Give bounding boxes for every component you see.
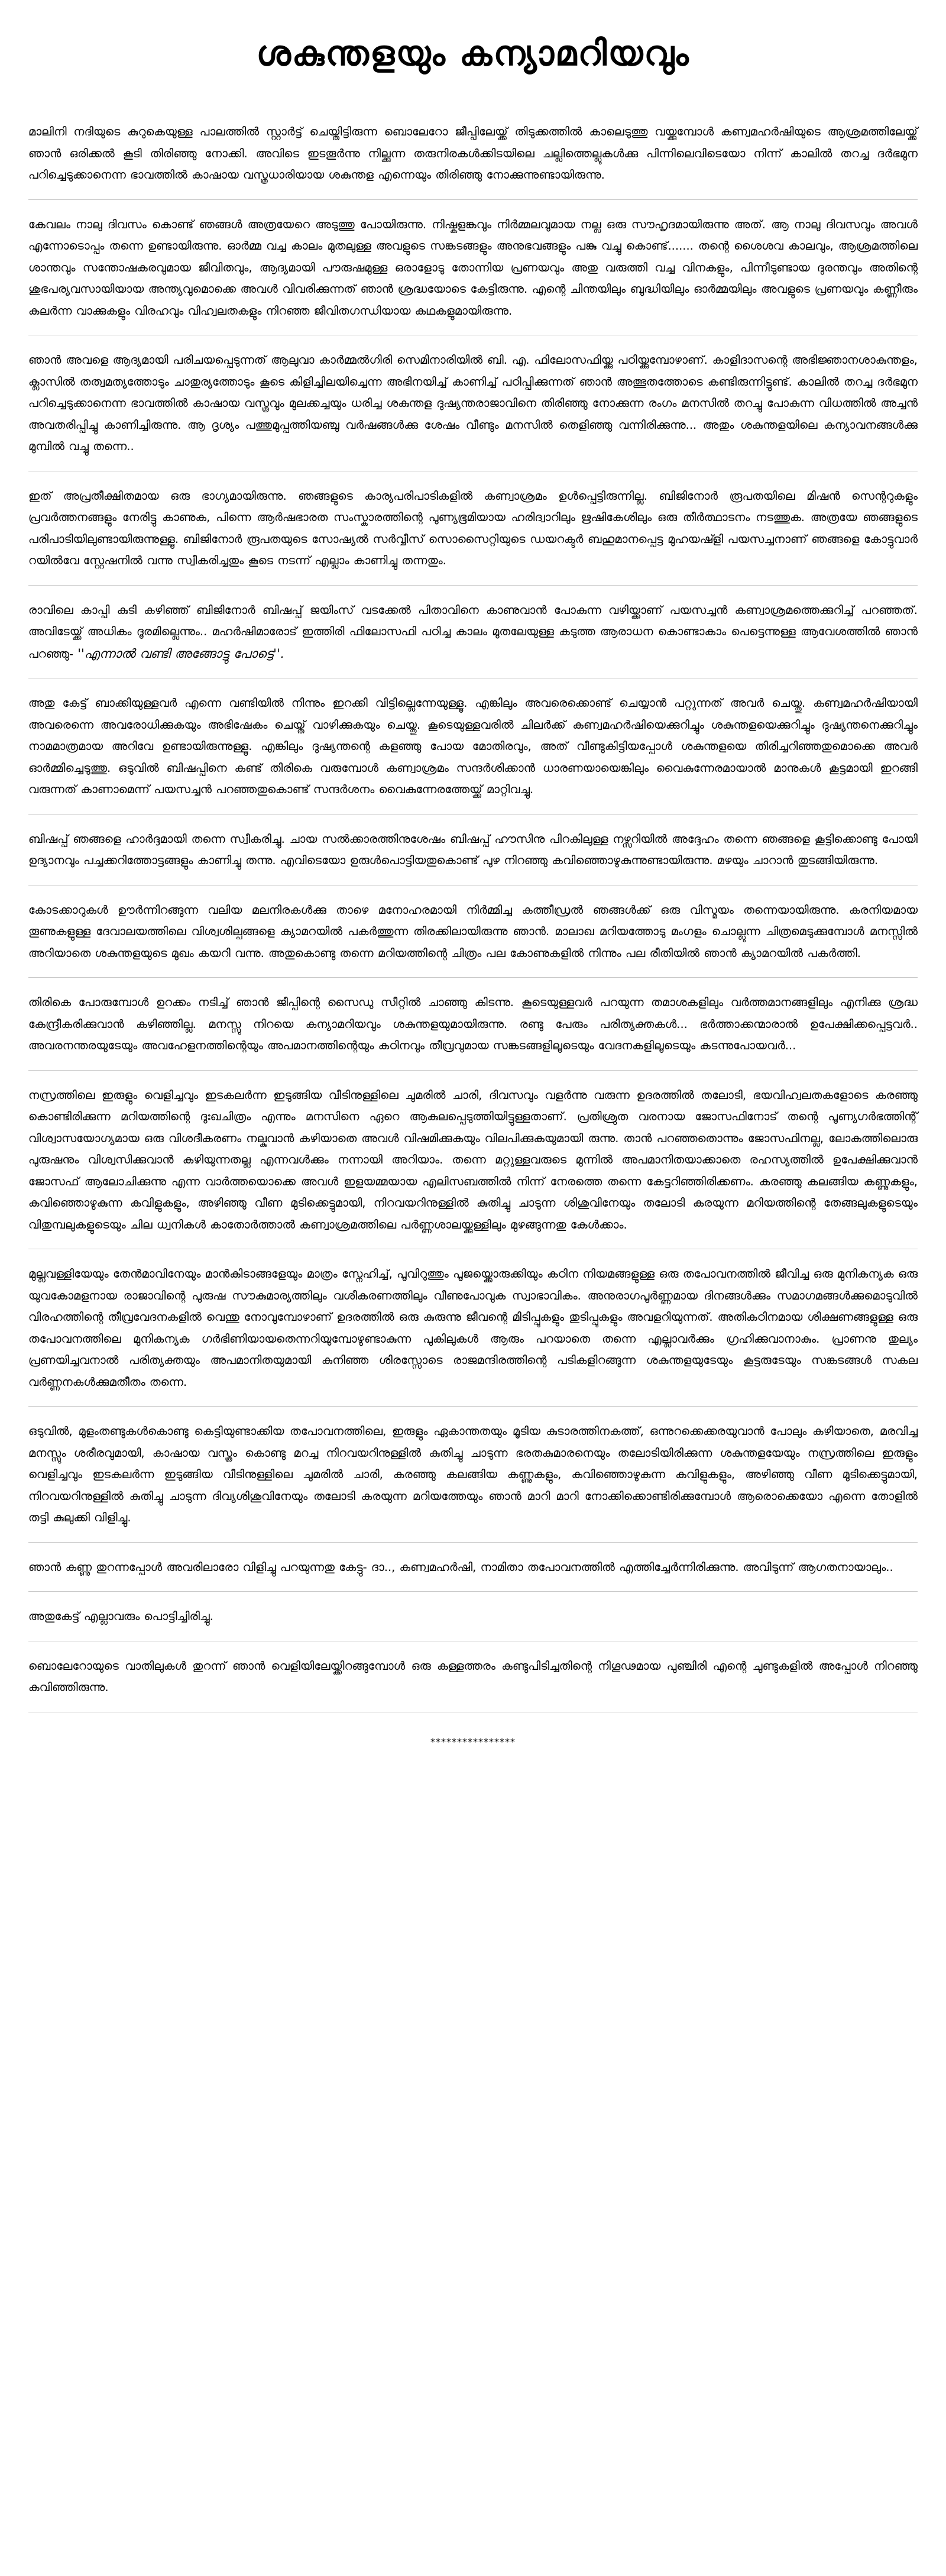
paragraph-9: തിരികെ പോരുമ്പോൾ ഉറക്കം നടിച്ച് ഞാൻ ജീപ്പിന്റെ സൈഡു സീറ്റിൽ ചാഞ്ഞു കിടന്നു. കൂടെയുള്ളവർ പറയുന്ന തമാശകളിലും വർത്തമാനങ്ങളിലും എനിക്കു ശ്രദ്ധ കേന്ദ്രീകരിക്കുവാൻ കഴിഞ്ഞില്ല. മനസ്സു നിറയെ കന്യാമറിയവും ശകുന്തളയുമായിരുന്നു. രണ്ടു പേരും പരിത്യക്തകൾ... ഭർത്താക്കന്മാരാൽ ഉപേക്ഷിക്കപ്പെട്ടവർ.. അവരനന്തരയുടേയും അവഹേളനത്തിന്റെയും അപമാനത്തിന്റെയും കഠിനവും തീവ്രവുമായ സങ്കടങ്ങളിലൂടെയും വേദനകളിലൂടെയും കടന്നുപോയവർ... [28, 996, 918, 1052]
paragraph-14: അതുകേട്ട് എല്ലാവരും പൊട്ടിച്ചിരിച്ചു. [28, 1609, 213, 1623]
paragraph-10: നസ്രത്തിലെ ഇരുളും വെളിച്ചവും ഇടകലർന്ന ഇടുങ്ങിയ വീടിനുള്ളിലെ ചുമരിൽ ചാരി, ദിവസവും വളർന്നു വരുന്ന ഉദരത്തിൽ തലോടി, ഭയവിഹ്വലതകളോടെ കരഞ്ഞു കൊണ്ടിരിക്കുന്ന മറിയത്തിന്റെ ദുഃഖചിത്രം എന്നും മനസിനെ ഏറെ ആകുലപ്പെടുത്തിയിട്ടുള്ളതാണ്. പ്രതിശ്രുത വരനായ ജോസഫിനോട് തന്റെ പൂണ്യഗർഭത്തിന്റ് വിശ്വാസയോഗ്യമായ ഒരു വിശദീകരണം നല്കുവാൻ കഴിയാതെ അവൾ വിഷമിക്കുകയും വിലപിക്കുകയുമായി രുന്നു. താൻ പറഞ്ഞതൊന്നും ജോസഫിനല്ല, ലോകത്തിലൊരു പുരുഷനും വിശ്വസിക്കുവാൻ കഴിയുന്നതല്ല എന്നവൾക്കും നന്നായി അറിയാം. തന്നെ മറ്റുള്ളവരുടെ മുന്നിൽ അപമാനിതയാക്കാതെ രഹസ്യത്തിൽ ഉപേക്ഷിക്കുവാൻ ജോസഫ് ആലോചിക്കുന്നു എന്ന വാർത്തയൊക്കെ അവൾ ഇളയമ്മയായ എലിസബത്തിൽ നിന്ന് നേരത്തെ തന്നെ കേട്ടറിഞ്ഞിരിക്കണം. കരഞ്ഞു കലങ്ങിയ കണ്ണുകളും, കവിഞ്ഞൊഴുകുന്ന കവിളുകളും, അഴിഞ്ഞു വീണ മുടിക്കെട്ടുമായി, നിറവയറിനുള്ളിൽ കുതിച്ചു ചാടുന്ന ശിശുവിനേയും തലോടി കരയുന്ന മറിയത്തിന്റെ തേങ്ങലുകളുടെയും വിതുമ്പലുകളുടെയും ചില ധ്വനികൾ കാതോർത്താൽ കണ്വാശ്രമത്തിലെ പർണ്ണശാലയ്ക്കുള്ളിലും മുഴങ്ങുന്നതു കേൾക്കാം. [28, 1088, 918, 1232]
article-title: ശകുന്തളയും കന്യാമറിയവും [256, 33, 690, 73]
paragraph-7: ബിഷപ്പ് ഞങ്ങളെ ഹാർദ്ദമായി തന്നെ സ്വീകരിച്ചു. ചായ സൽക്കാരത്തിനുശേഷം ബിഷപ്പ് ഹൗസിനു പിറകിലുള്ള നഴ്സറിയിൽ അദ്ദേഹം തന്നെ ഞങ്ങളെ കൂട്ടിക്കൊണ്ടു പോയി ഉദ്യാനവും പച്ചക്കറിത്തോട്ടങ്ങളും കാണിച്ചു തന്നു. എവിടെയോ ഉരുൾപൊട്ടിയതുകൊണ്ട് പുഴ നിറഞ്ഞു കവിഞ്ഞൊഴുകുന്നുണ്ടായിരുന്നു. മഴയും ചാറാൻ തുടങ്ങിയിരുന്നു. [28, 832, 918, 867]
quoted-speech: ''എന്നാൽ വണ്ടി അങ്ങോട്ടു പോട്ടെ''. [77, 646, 284, 661]
paragraph-2: കേവലം നാലു ദിവസം കൊണ്ട് ഞങ്ങൾ അത്രയേറെ അടുത്തു പോയിരുന്നു. നിഷ്കളങ്കവും നിർമ്മലവുമായ നല്ല ഒരു സൗഹൃദമായിരുന്നു അത്. ആ നാലു ദിവസവും അവൾ എന്നോടൊപ്പം തന്നെ ഉണ്ടായിരുന്നു. ഓർമ്മ വച്ച കാലം മുതലുള്ള അവളുടെ സങ്കടങ്ങളും അനുഭവങ്ങളും പങ്കു വച്ചു കൊണ്ട്....... തന്റെ ശൈശവ കാലവും, ആശ്രമത്തിലെ ശാന്തവും സന്തോഷകരവുമായ ജീവിതവും, ആദ്യമായി പൗരുഷമുള്ള ഒരാളോടു തോന്നിയ പ്രണയവും അതു വരുത്തി വച്ച വിനകളും, പിന്നീടുണ്ടായ ദുരന്തവും അതിന്റെ ശുഭപര്യവസായിയായ അന്ത്യവുമൊക്കെ അവൾ വിവരിക്കുന്നത് ഞാൻ ശ്രദ്ധയോടെ കേട്ടിരുന്നു. എന്റെ ചിന്തയിലും ബുദ്ധിയിലും ഓർമ്മയിലും അവളുടെ പ്രണയവും കണ്ണീരും കലർന്ന വാക്കുകളും വിരഹവും വിഹ്വലതകളും നിറഞ്ഞ ജീവിതഗന്ധിയായ കഥകളുമായിരുന്നു. [28, 217, 918, 318]
paragraph-divider [28, 1591, 918, 1592]
paragraph-divider [28, 585, 918, 586]
paragraph-divider [28, 814, 918, 815]
paragraph-12: ഒടുവിൽ, മുളംതണ്ടുകൾകൊണ്ടു കെട്ടിയുണ്ടാക്കിയ തപോവനത്തിലെ, ഇരുളും ഏകാന്തതയും മൂടിയ കുടാരത്തിനകത്ത്, ഒന്നുറക്കെക്കരയുവാൻ പോലും കഴിയാതെ, മരവിച്ച മനസ്സും ശരീരവുമായി, കാഷായ വസ്ത്രം കൊണ്ടു മറച്ച നിറവയറിനുള്ളിൽ കുതിച്ചു ചാടുന്ന ഭരതകുമാരനെയും തലോടിയിരിക്കുന്ന ശകുന്തളയേയും നസ്രത്തിലെ ഇരുളും വെളിച്ചവും ഇടകലർന്ന ഇടുങ്ങിയ വീടിനുള്ളിലെ ചുമരിൽ ചാരി, കരഞ്ഞു കലങ്ങിയ കണ്ണുകളും, കവിഞ്ഞൊഴുകുന്ന കവിളുകളും, അഴിഞ്ഞു വീണ മുടിക്കെട്ടുമായി, നിറവയറിനുള്ളിൽ കുതിച്ചു ചാടുന്ന ദിവ്യശിശുവിനേയും തലോടി കരയുന്ന മറിയത്തേയും ഞാൻ മാറി മാറി നോക്കിക്കൊണ്ടിരിക്കുമ്പോൾ ആരൊക്കെയോ എന്നെ തോളിൽ തട്ടി കുലുക്കി വിളിച്ചു. [28, 1424, 918, 1524]
paragraph-6: അതു കേട്ട് ബാക്കിയുള്ളവർ എന്നെ വണ്ടിയിൽ നിന്നും ഇറക്കി വിട്ടില്ലെന്നേയുള്ളൂ. എങ്കിലും അവരെക്കൊണ്ട് ചെയ്യാൻ പറ്റുന്നത് അവർ ചെയ്തു. കണ്വമഹർഷിയായി അവരെന്നെ അവരോധിക്കുകയും അഭിഷേകം ചെയ്ത് വാഴിക്കുകയും ചെയ്തു. കൂടെയുള്ളവരിൽ ചിലർക്ക് കണ്വമഹർഷിയെക്കുറിച്ചും ശകുന്തളയെക്കുറിച്ചും ദുഷ്യന്തനെക്കുറിച്ചും നാമമാത്രമായ അറിവേ ഉണ്ടായിരുന്നുള്ളൂ. എങ്കിലും ദുഷ്യന്തന്റെ കളഞ്ഞു പോയ മോതിരവും, അത് വീണ്ടുകിട്ടിയപ്പോൾ ശകുന്തളയെ തിരിച്ചറിഞ്ഞതുമൊക്കെ അവർ ഓർമ്മിച്ചെടുത്തു. ഒടുവിൽ ബിഷപ്പിനെ കണ്ട് തിരികെ വരുമ്പോൾ കണ്വാശ്രമം സന്ദർശിക്കാൻ ധാരണയായെങ്കിലും വൈകുന്നേരമായാൽ മാനുകൾ കൂട്ടമായി ഇറങ്ങി വരുന്നത് കാണാമെന്ന് പയസച്ചൻ പറഞ്ഞതുകൊണ്ട് സന്ദർശനം വൈകുന്നേരത്തേയ്ക്ക് മാറ്റിവച്ചു. [28, 696, 918, 796]
paragraph-divider [28, 1542, 918, 1543]
paragraph-15: ബൊലേറോയുടെ വാതിലുകൾ തുറന്ന് ഞാൻ വെളിയിലേയ്ക്കിറങ്ങുമ്പോൾ ഒരു കള്ളത്തരം കണ്ടുപിടിച്ചതിന്റെ നിഗൂഢമായ പുഞ്ചിരി എന്റെ ചുണ്ടുകളിൽ അപ്പോൾ നിറഞ്ഞു കവിഞ്ഞിരുന്നു. [28, 1659, 918, 1694]
paragraph-8: കോടക്കാറുകൾ ഊർന്നിറങ്ങുന്ന വലിയ മലനിരകൾക്കു താഴെ മനോഹരമായി നിർമ്മിച്ച കത്തീഡ്രൽ ഞങ്ങൾക്ക് ഒരു വിസ്മയം തന്നെയായിരുന്നു. കരനിയമായ തൂണുകളുള്ള ദേവാലയത്തിലെ വിശ്വശില്പങ്ങളെ ക്യാമറയിൽ പകർത്തുന്ന തിരക്കിലായിരുന്നു ഞാൻ. മാലാഖ മറിയത്തോടു മംഗളം ചൊല്ലുന്ന ചിത്രമെടുക്കുമ്പോൾ മനസ്സിൽ അറിയാതെ ശകുന്തളയുടെ മുഖം കയറി വന്നു. അതുകൊണ്ടു തന്നെ മറിയത്തിന്റെ ചിത്രം പല കോണുകളിൽ നിന്നും പല രീതിയിൽ ഞാൻ ക്യാമറയിൽ പകർത്തി. [28, 903, 918, 960]
paragraph-13: ഞാൻ കണ്ണു തുറന്നപ്പോൾ അവരിലാരോ വിളിച്ചു പറയുന്നതു കേട്ടു- ദാ.., കണ്വമഹർഷി, നാമിതാ തപോവനത്തിൽ എത്തിച്ചേർന്നിരിക്കുന്നു. അവിടുന്ന് ആഗതനായാലും.. [28, 1560, 893, 1574]
paragraph-divider [28, 1070, 918, 1071]
end-mark: **************** [430, 1735, 516, 1747]
paragraph-divider [28, 977, 918, 978]
paragraph-divider [28, 199, 918, 200]
paragraph-1: മാലിനി നദിയുടെ കുറുകെയുള്ള പാലത്തിൽ സ്റ്റാർട്ട് ചെയ്തിട്ടിരുന്ന ബൊലേറോ ജീപ്പിലേയ്ക്ക് തിടുക്കത്തിൽ കാലെടുത്തു വയ്ക്കുമ്പോൾ കണ്വമഹർഷിയുടെ ആശ്രമത്തിലേയ്ക്ക് ഞാൻ ഒരിക്കൽ കൂടി തിരിഞ്ഞു നോക്കി. അവിടെ ഇടതൂർന്നു നില്ക്കുന്ന തരുനിരകൾക്കിടയിലെ ചല്ലിത്തെല്ലുകൾക്കു പിന്നിലെവിടെയോ നിന്ന് കാലിൽ തറച്ച ദർഭമുന പറിച്ചെടുക്കാനെന്ന ഭാവത്തിൽ കാഷായ വസ്ത്രധാരിയായ ശകുന്തള എന്നെയും തിരിഞ്ഞു നോക്കുന്നുണ്ടായിരുന്നു. [28, 125, 918, 182]
paragraph-11: മുല്ലവള്ളിയേയും തേൻമാവിനേയും മാൻകിടാങ്ങളേയും മാത്രം സ്നേഹിച്ച്, പൂവിറുത്തും പൂജയ്ക്കൊരുക്കിയും കഠിന നിയമങ്ങളുള്ള ഒരു തപോവനത്തിൽ ജീവിച്ച ഒരു മുനികന്യക ഒരു യുവകോമളനായ രാജാവിന്റെ പുരുഷ സൗകുമാര്യത്തിലും വശീകരണത്തിലും വീണുപോവുക സ്വാഭാവികം. അനുരാഗപൂർണ്ണമായ ദിനങ്ങൾക്കും സമാഗമങ്ങൾക്കുമൊടുവിൽ വിരഹത്തിന്റെ തീവ്രവേദനകളിൽ വെന്തു നോവുമ്പോഴാണ് ഉദരത്തിൽ ഒരു കുരുന്നു ജീവന്റെ മിടിപ്പുകളും തുടിപ്പുകളും അവളറിയുന്നത്. അതികഠിനമായ ശിക്ഷണങ്ങളുള്ള ഒരു തപോവനത്തിലെ മുനികന്യക ഗർഭിണിയായതെന്നറിയുമ്പോഴുണ്ടാകുന്ന പുകിലുകൾ ആരും പറയാതെ തന്നെ എല്ലാവർക്കും ഗ്രഹിക്കുവാനാകും. പ്രാണനു തുല്യം പ്രണയിച്ചവനാൽ പരിത്യക്തയും അപമാനിതയുമായി കുനിഞ്ഞ ശിരസ്സോടെ രാജമന്ദിരത്തിന്റെ പടികളിറങ്ങുന്ന ശകുന്തളയുടേയും കൂട്ടരുടേയും സങ്കടങ്ങൾ സകല വർണ്ണനകൾക്കുമതീതം തന്നെ. [28, 1267, 918, 1389]
paragraph-divider [28, 1406, 918, 1407]
paragraph-5 [28, 600, 918, 665]
paragraph-4: ഇത് അപ്രതീക്ഷിതമായ ഒരു ഭാഗ്യമായിരുന്നു. ഞങ്ങളുടെ കാര്യപരിപാടികളിൽ കണ്വാശ്രമം ഉൾപ്പെട്ടിരുന്നില്ല. ബിജിനോർ രൂപതയിലെ മിഷൻ സെന്ററുകളും പ്രവർത്തനങ്ങളും നേരിട്ടു കാണുക, പിന്നെ ആർഷഭാരത സംസ്കാരത്തിന്റെ പുണ്യഭൂമിയായ ഹരിദ്വാറിലും ഋഷികേശിലും ഒരു തീർത്ഥാടനം നടത്തുക. അത്രയേ ഞങ്ങളുടെ പരിപാടിയിലുണ്ടായിരുന്നുള്ളൂ. ബിജിനോർ രൂപതയുടെ സോഷ്യൽ സർവ്വീസ് സൊസൈറ്റിയുടെ ഡയറക്ടർ ബഹുമാനപ്പെട്ട മുഹയഷ്ളി പയസച്ചനാണ് ഞങ്ങളെ കോട്ടുവാർ റയിൽവേ സ്റ്റേഷനിൽ വന്നു സ്വീകരിച്ചതും കൂടെ നടന്ന് എല്ലാം കാണിച്ചു തന്നതും. [28, 489, 918, 567]
paragraph-3: ഞാൻ അവളെ ആദ്യമായി പരിചയപ്പെടുന്നത് ആലുവാ കാർമ്മൽഗിരി സെമിനാരിയിൽ ബി. എ. ഫിലോസഫിയ്ക്കു പഠിയ്ക്കുമ്പോഴാണ്. കാളിദാസന്റെ അഭിജ്ഞാനശാകുന്തളം, ക്ലാസിൽ തത്വമത്യത്തോടും ചാതുര്യത്തോടും കൂടെ കിളിച്ചിലയിച്ചെന്ന അഭിനയിച്ച് കാണിച്ച് പഠിപ്പിക്കുന്നത് ഞാൻ അത്ഭുതത്തോടെ കണ്ടിരുന്നിട്ടുണ്ട്. കാലിൽ തറച്ച ദർഭമുന പറിച്ചെടുക്കാനെന്ന ഭാവത്തിൽ കാഷായ വസ്ത്രവും മുലക്കച്ചയും ധരിച്ച ശകുന്തള ദുഷ്യന്തരാജാവിനെ തിരിഞ്ഞു നോക്കുന്ന രംഗം മനസിൽ തറച്ചു പോകുന്ന വിധത്തിൽ അച്ചൻ അവതരിപ്പിച്ചു കാണിച്ചിരുന്നു. ആ ദൃശ്യം പത്തുമുപ്പത്തിയഞ്ചു വർഷങ്ങൾക്കു ശേഷം വീണ്ടും മനസിൽ തെളിഞ്ഞു വന്നിരിക്കുന്നു... അതും ശകുന്തളയിലെ കന്യാവനങ്ങൾക്കു മുമ്പിൽ വച്ചു തന്നെ.. [28, 353, 918, 453]
paragraph-5-text: രാവിലെ കാപ്പി കുടി കഴിഞ്ഞ് ബിജിനോർ ബിഷപ്പ് ജയിംസ് വടക്കേൽ പിതാവിനെ കാണുവാൻ പോകുന്ന വഴിയ്ക്കാണ് പയസച്ചൻ കണ്വാശ്രമത്തെക്കുറിച്ച് പറഞ്ഞത്. അവിടേയ്ക്ക് അധികം ദൂരമില്ലെന്നും.. മഹർഷിമാരോട് ഇത്തിരി ഫിലോസഫി പഠിച്ച കാലം മുതലേയുള്ള കടുത്ത ആരാധന കൊണ്ടാകാം പെട്ടെന്നുള്ള ആവേശത്തിൽ ഞാൻ പറഞ്ഞു- [28, 603, 918, 661]
